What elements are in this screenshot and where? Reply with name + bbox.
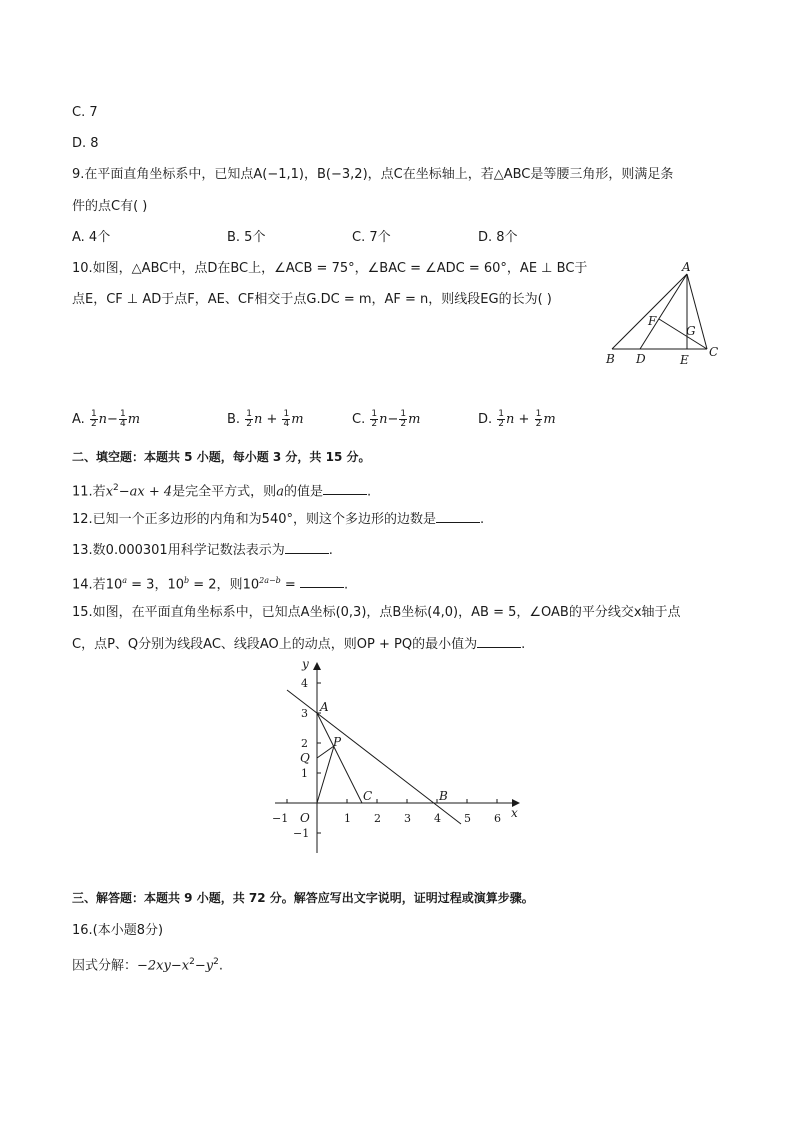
tick-y-4: 4 <box>301 677 308 690</box>
label-c: C <box>709 345 719 359</box>
label-y: y <box>302 660 309 671</box>
segment-ad <box>640 274 687 349</box>
tick-x-6: 6 <box>494 812 501 825</box>
q16-text: 因式分解：$-2xy-x^2-y^2$. <box>72 957 223 974</box>
label-b: B <box>439 789 448 803</box>
q13-answer-blank <box>285 541 329 554</box>
tick-y-1: 1 <box>301 767 308 780</box>
label-q: Q <box>300 751 310 765</box>
tick-x-3: 3 <box>404 812 411 825</box>
label-x: x <box>511 806 518 820</box>
section-2-heading: 二、填空题：本题共 5 小题，每小题 3 分，共 15 分。 <box>72 450 371 464</box>
q9-option-a: A. 4个 <box>72 230 111 245</box>
label-e: E <box>680 353 689 367</box>
tick-x-5: 5 <box>464 812 471 825</box>
label-d: D <box>636 352 646 366</box>
q12-text: 12.已知一个正多边形的内角和为540°，则这个多边形的边数是 . <box>72 512 485 527</box>
q10-triangle-figure <box>600 260 730 370</box>
q15-stem-line2: C，点P、Q分别为线段AC、线段AO上的动点，则OP + PQ的最小值为 . <box>72 637 526 652</box>
q9-stem-line2: 件的点C有( ) <box>72 199 148 214</box>
label-a: A <box>682 260 691 274</box>
q15-coordinate-figure <box>265 660 525 860</box>
q12-answer-blank <box>436 510 480 523</box>
q10-option-b: B. $\frac{1}{2}$ n + $\frac{1}{4}$ m <box>227 409 304 429</box>
line-ab <box>287 690 461 824</box>
q14-answer-blank <box>300 575 344 588</box>
segment-ac <box>317 713 362 803</box>
label-f: F <box>648 314 657 328</box>
q15-answer-blank <box>477 635 521 648</box>
tick-x-2: 2 <box>374 812 381 825</box>
q8-option-d: D. 8 <box>72 136 99 151</box>
label-a: A <box>320 700 329 714</box>
q11-text: 11.若$x^2-ax + 4$是完全平方式，则a的值是 . <box>72 483 372 500</box>
tick-x-4: 4 <box>434 812 441 825</box>
label-b: B <box>606 352 615 366</box>
segment-op <box>317 746 334 803</box>
q9-option-b: B. 5个 <box>227 230 266 245</box>
q10-option-a: A. $\frac{1}{2}$ n− $\frac{1}{4}$ m <box>72 409 141 429</box>
q9-option-c: C. 7个 <box>352 230 391 245</box>
label-p: P <box>333 735 342 749</box>
label-g: G <box>686 324 696 338</box>
tick-x-1: 1 <box>344 812 351 825</box>
q8-option-c: C. 7 <box>72 105 98 120</box>
q10-option-c: C. $\frac{1}{2}$ n− $\frac{1}{2}$ m <box>352 409 421 429</box>
q9-option-d: D. 8个 <box>478 230 518 245</box>
q15-stem-line1: 15.如图，在平面直角坐标系中，已知点A坐标(0,3)，点B坐标(4,0)，AB = 5，∠OAB的平分线交x轴于点 <box>72 605 681 620</box>
section-3-heading: 三、解答题：本题共 9 小题，共 72 分。解答应写出文字说明，证明过程或演算步骤。 <box>72 891 534 905</box>
tick-y-3: 3 <box>301 707 308 720</box>
q13-text: 13.数0.000301用科学记数法表示为 . <box>72 543 333 558</box>
q10-option-d: D. $\frac{1}{2}$ n + $\frac{1}{2}$ m <box>478 409 556 429</box>
label-c: C <box>363 789 373 803</box>
tick-y-2: 2 <box>301 737 308 750</box>
tick-x-neg1: −1 <box>272 812 289 825</box>
tick-y-neg1: −1 <box>293 827 310 840</box>
q14-text: 14.若$10^a = 3$，$10^b = 2$，则$10^{2a-b}$ = . <box>72 576 349 593</box>
q16-title: 16.(本小题8分) <box>72 923 164 938</box>
q10-stem-line2: 点E，CF ⊥ AD于点F，AE、CF相交于点G.DC = m，AF = n，则线段EG的长为( ) <box>72 292 552 307</box>
q9-stem-line1: 9.在平面直角坐标系中，已知点A(−1,1)，B(−3,2)，点C在坐标轴上，若△ABC是等腰三角形，则满足条 <box>72 167 674 182</box>
q10-stem-line1: 10.如图，△ABC中，点D在BC上，∠ACB = 75°，∠BAC = ∠ADC = 60°，AE ⊥ BC于 <box>72 261 588 276</box>
label-o: O <box>300 811 310 825</box>
side-ab <box>612 274 687 349</box>
q11-answer-blank <box>323 482 367 495</box>
